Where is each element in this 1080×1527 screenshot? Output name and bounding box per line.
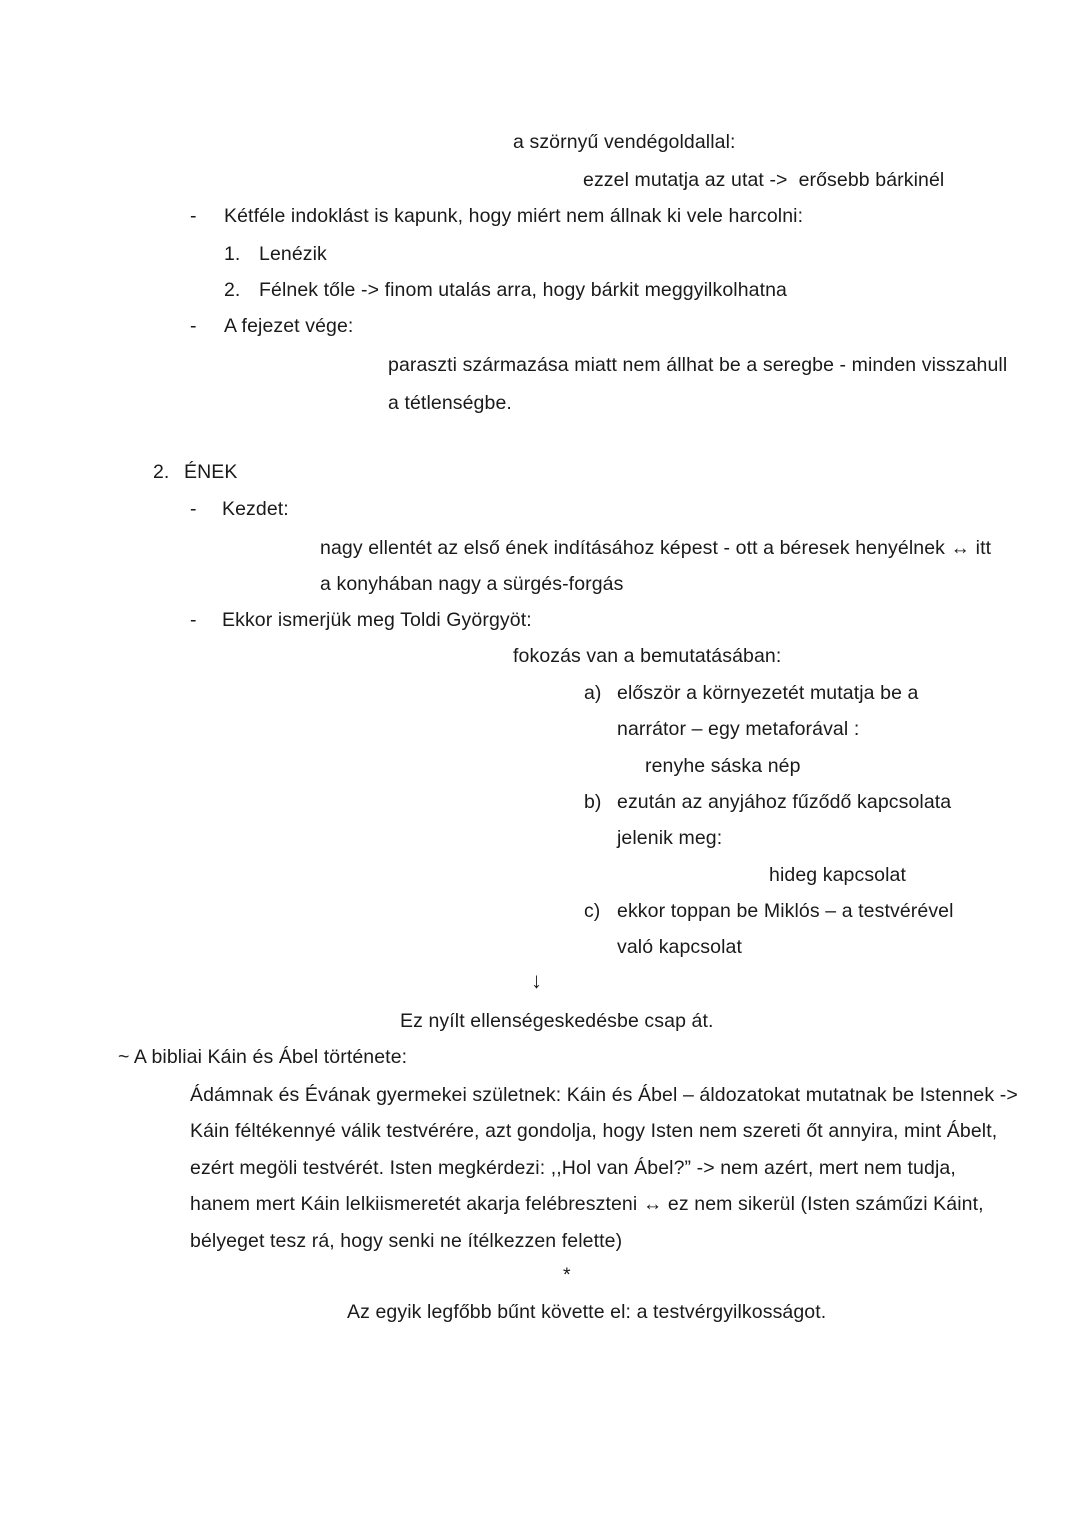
text-line-fokozas-van: fokozás van a bemutatásában: <box>513 645 782 667</box>
text-line-ketfele-indoklast: Kétféle indoklást is kapunk, hogy miért nem állnak ki vele harcolni: <box>224 205 804 227</box>
text-line-eloszor-kornyezetet: először a környezetét mutatja be a <box>617 682 919 704</box>
text-line-a-fejezet-vege: A fejezet vége: <box>224 315 354 337</box>
text-line-vendegoldallal: a szörnyű vendégoldallal: <box>513 131 736 153</box>
bullet-dash-marker-3: - <box>190 498 197 520</box>
text-line-hideg-kapcsolat: hideg kapcsolat <box>769 864 907 886</box>
asterisk-separator: * <box>563 1264 571 1286</box>
heading-bibliai-kain-es-abel: ~ A bibliai Káin és Ábel története: <box>118 1046 408 1068</box>
list-number-marker-1: 1. <box>224 243 241 265</box>
text-line-nagy-ellentet: nagy ellentét az első ének indításához képest - ott a béresek henyélnek ↔ itt <box>320 537 992 559</box>
text-line-az-egyik-legfobb-bunt: Az egyik legfőbb bűnt követte el: a testvérgyilkosságot. <box>347 1301 827 1323</box>
text-line-ez-nyilt-ellensegeskedes: Ez nyílt ellenségeskedésbe csap át. <box>400 1010 714 1032</box>
text-line-ekkor-ismerjuk-meg: Ekkor ismerjük meg Toldi Györgyöt: <box>222 609 532 631</box>
text-line-kain-feltekenny: Káin féltékennyé válik testvérére, azt gondolja, hogy Isten nem szereti őt annyira, mint Ábelt, <box>190 1120 998 1142</box>
list-letter-marker-c: c) <box>584 900 601 922</box>
text-line-renyhe-saska-nep: renyhe sáska nép <box>645 755 801 777</box>
list-letter-marker-a: a) <box>584 682 602 704</box>
bullet-dash-marker-1: - <box>190 205 197 227</box>
text-line-narrator-metaforaval: narrátor – egy metaforával : <box>617 718 860 740</box>
text-line-ezert-megoli-testveret: ezért megöli testvérét. Isten megkérdezi: ,,Hol van Ábel?” -> nem azért, mert nem tudja, <box>190 1157 956 1179</box>
text-line-a-konyhaban: a konyhában nagy a sürgés-forgás <box>320 573 624 595</box>
text-line-lenezik: Lenézik <box>259 243 327 265</box>
bullet-dash-marker-2: - <box>190 315 197 337</box>
text-line-felnek-tole: Félnek tőle -> finom utalás arra, hogy bárkit meggyilkolhatna <box>259 279 787 301</box>
list-number-marker-2: 2. <box>224 279 241 301</box>
text-line-valo-kapcsolat: való kapcsolat <box>617 936 742 958</box>
text-line-a-tetlensegbe: a tétlenségbe. <box>388 392 512 414</box>
text-line-jelenik-meg: jelenik meg: <box>617 827 723 849</box>
text-line-hanem-mert-kain: hanem mert Káin lelkiismeretét akarja felébreszteni ↔ ez nem sikerül (Isten száműzi Káint, <box>190 1193 984 1215</box>
down-arrow-icon: ↓ <box>531 968 542 993</box>
section-heading-enek: ÉNEK <box>184 461 238 483</box>
bullet-dash-marker-4: - <box>190 609 197 631</box>
list-letter-marker-b: b) <box>584 791 602 813</box>
text-line-ekkor-toppan-be: ekkor toppan be Miklós – a testvérével <box>617 900 954 922</box>
text-line-ezzel-mutatja: ezzel mutatja az utat -> erősebb bárkinél <box>583 169 945 191</box>
text-line-adamnak-es-evanak: Ádámnak és Évának gyermekei születnek: Káin és Ábel – áldozatokat mutatnak be Istennek -> <box>190 1084 1018 1106</box>
text-line-kezdet: Kezdet: <box>222 498 289 520</box>
section-number-marker-2: 2. <box>153 461 170 483</box>
text-line-paraszti-szarmazasa: paraszti származása miatt nem állhat be a seregbe - minden visszahull <box>388 354 1008 376</box>
text-line-belyeget-tesz-ra: bélyeget tesz rá, hogy senki ne ítélkezzen felette) <box>190 1230 623 1252</box>
text-line-ezutan-anyjahoz: ezután az anyjához fűződő kapcsolata <box>617 791 952 813</box>
